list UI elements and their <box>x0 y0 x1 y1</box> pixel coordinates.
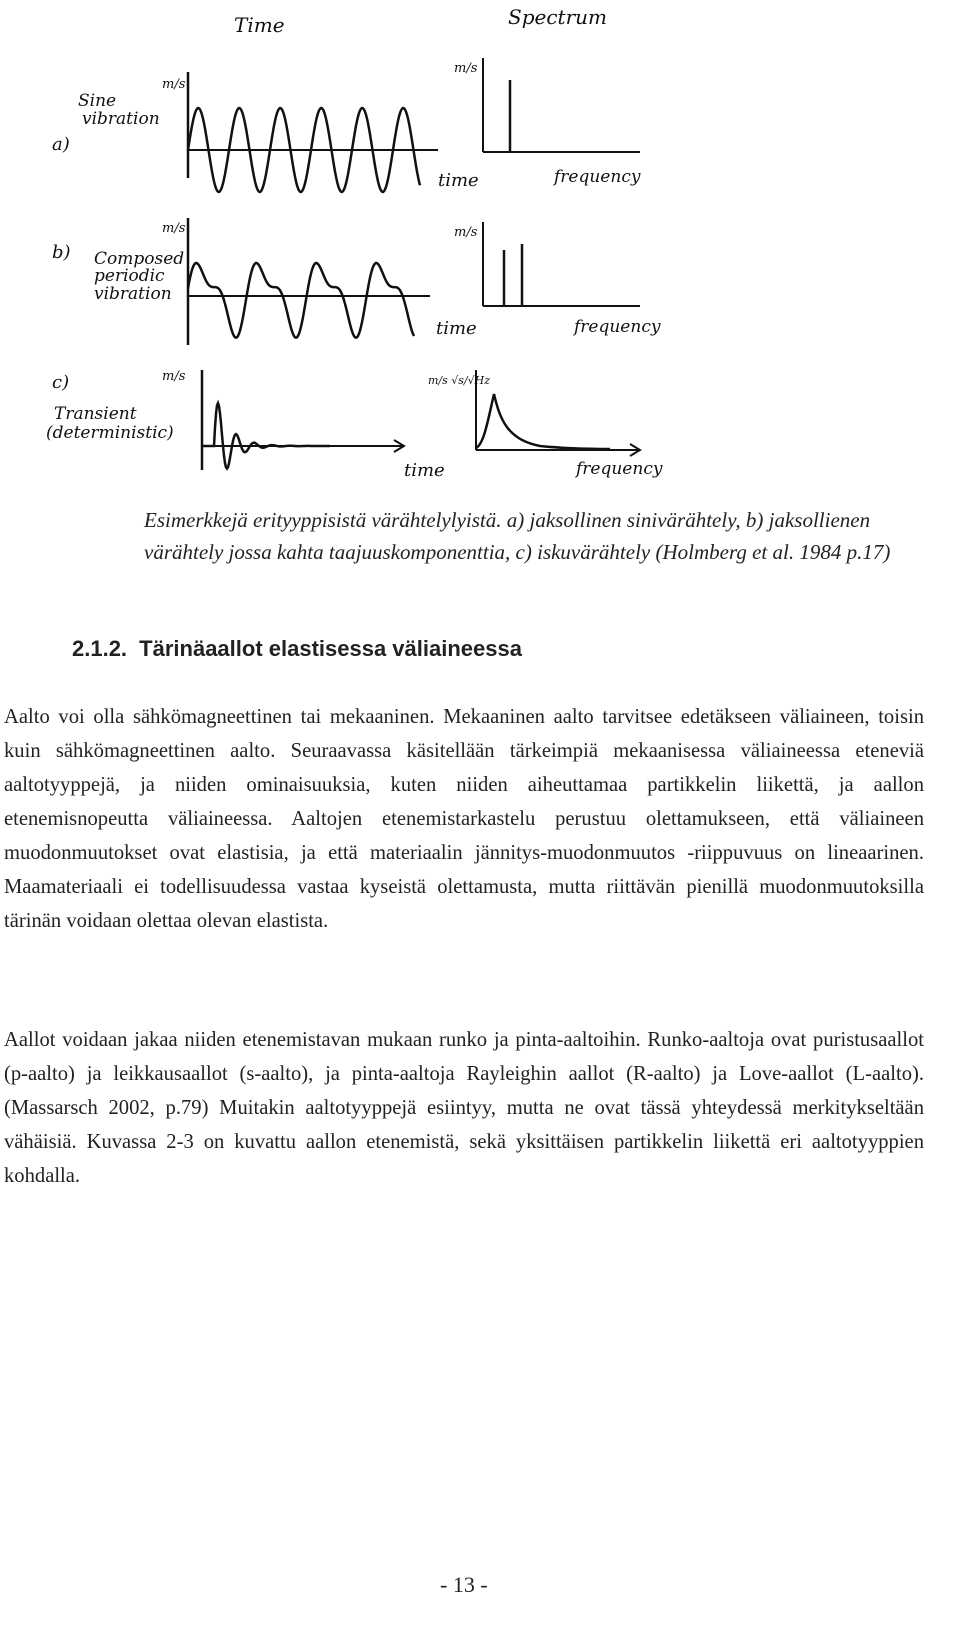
panel-a-time-label: time <box>438 170 479 191</box>
panel-b-time-label: time <box>436 318 477 339</box>
panel-a-letter: a) <box>52 134 70 155</box>
panel-a-desc-2: vibration <box>82 109 160 129</box>
panel-c-time-label: time <box>404 460 445 481</box>
panel-a-freq-label: frequency <box>554 167 641 187</box>
panel-b-desc-1: Composed <box>94 249 185 269</box>
panel-b-desc-2: periodic <box>94 266 165 286</box>
panel-b-composed-wave <box>188 263 414 338</box>
figure-caption <box>4 504 934 568</box>
time-header: Time <box>234 13 285 37</box>
panel-c-desc-2: (deterministic) <box>46 423 174 443</box>
caption-label <box>4 504 144 536</box>
panel-c-transient-wave <box>202 403 330 469</box>
panel-a <box>52 58 641 192</box>
caption-text: Esimerkkejä erityyppisistä värähtelylyistä. a) jaksollinen sinivärähtely, b) jaksollienen värähtely jossa kahta taajuuskomponenttia, c) iskuvärähtely (Holmberg et al. 1984 p.17) <box>144 508 891 564</box>
panel-b-freq-label: frequency <box>574 317 661 337</box>
spectrum-header: Spectrum <box>508 5 607 29</box>
panel-c-unit-time: m/s <box>162 369 186 384</box>
panel-c-freq-label: frequency <box>576 459 663 479</box>
paragraph-2: Aallot voidaan jakaa niiden etenemistavan mukaan runko ja pinta-aaltoihin. Runko-aaltoja ovat puristusaallot (p-aalto) ja leikkausaallot (s-aalto), ja pinta-aaltoja Rayleighin aallot (R-aalto) ja Love-aallot (L-aalto). (Massarsch 2002, p.79) Muitakin aaltotyyppejä esiintyy, mutta ne ovat tässä yhteydessä merkitykseltään vähäisiä. Kuvassa 2-3 on kuvattu aallon etenemistä, sekä yksittäisen partikkelin liikettä eri aaltotyyppien kohdalla. <box>4 1029 924 1187</box>
section-heading <box>72 636 522 662</box>
panel-c-unit-spectrum: m/s √s/√Hz <box>428 374 491 387</box>
panel-b-unit-time: m/s <box>162 221 186 236</box>
page-number: - 13 - <box>440 1572 488 1597</box>
panel-a-unit-time: m/s <box>162 77 186 92</box>
panel-b <box>52 218 661 345</box>
panel-c <box>46 369 663 481</box>
panel-c-letter: c) <box>52 372 70 393</box>
panel-a-unit-spectrum: m/s <box>454 61 478 76</box>
section-number: 2.1.2. <box>72 636 128 661</box>
vibration-figure <box>0 0 960 500</box>
panel-a-desc-1: Sine <box>78 91 117 111</box>
panel-b-unit-spectrum: m/s <box>454 225 478 240</box>
panel-b-letter: b) <box>52 242 71 263</box>
paragraph-1: Aalto voi olla sähkömagneettinen tai mekaaninen. Mekaaninen aalto tarvitsee edetäkseen väliaineen, toisin kuin sähkömagneettinen aalto. Seuraavassa käsitellään tärkeimpiä mekaanisessa väliaineessa eteneviä aaltotyyppejä, ja niiden ominaisuuksia, kuten niiden aiheuttamaa partikkelin liikettä, ja aallon etenemisnopeutta väliaineessa. Aaltojen etenemistarkastelu perustuu olettamukseen, että väliaineen muodonmuutokset ovat elastisia, ja että materiaalin jännitys-muodonmuutos -riippuvuus on lineaarinen. Maamateriaali ei todellisuudessa vastaa kyseistä olettamusta, mutta riittävän pienillä muodonmuutoksilla tärinän voidaan olettaa olevan elastista. <box>4 706 924 932</box>
panel-b-desc-3: vibration <box>94 284 172 304</box>
panel-c-spectrum-curve <box>476 394 610 449</box>
section-title: Tärinäaallot elastisessa väliaineessa <box>139 636 522 661</box>
panel-c-desc-1: Transient <box>54 404 137 424</box>
